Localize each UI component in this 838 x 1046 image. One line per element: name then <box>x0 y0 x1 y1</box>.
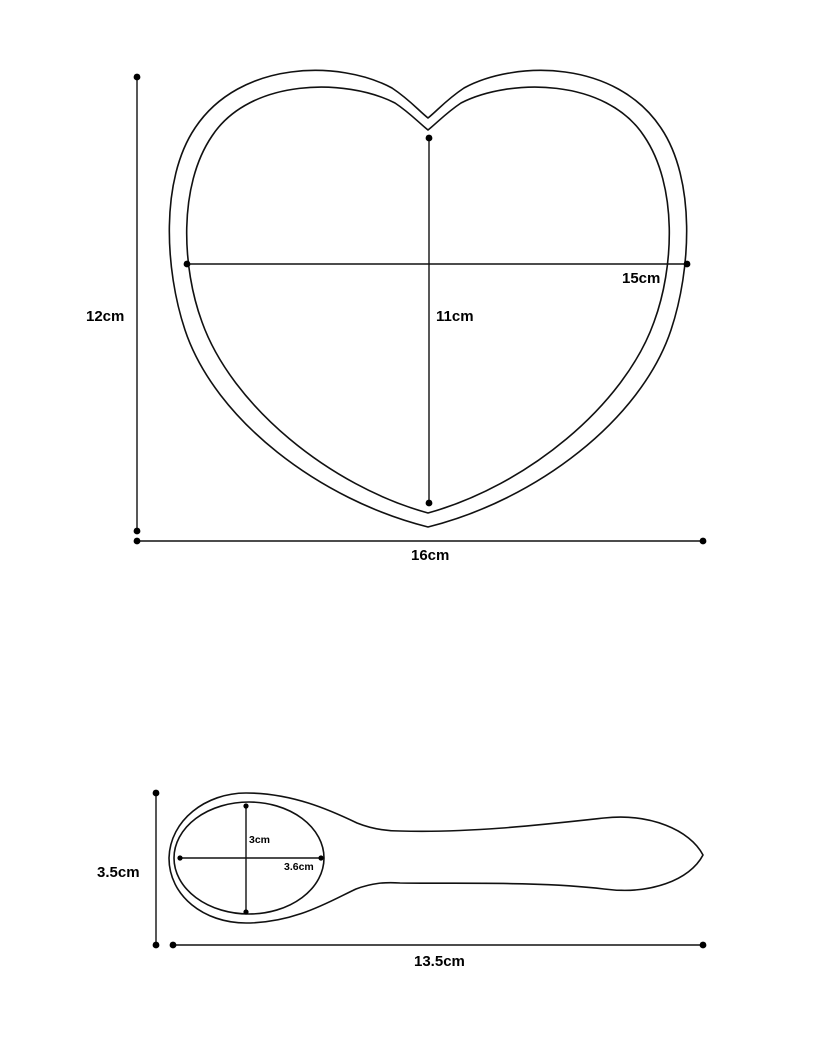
spoon-bowl-width-dimension <box>177 855 323 873</box>
spoon-height-dimension <box>97 790 159 949</box>
spoon-bowl-length-top-point <box>243 803 248 808</box>
spoon-bowl-length-bottom-point <box>243 909 248 914</box>
bowl-inner-width-left-point <box>184 261 191 268</box>
bowl-inner-depth-label: 11cm <box>436 308 474 325</box>
spoon-bowl-width-right-point <box>318 855 323 860</box>
spoon-bowl-length-label: 3cm <box>249 834 271 846</box>
spoon-length-left-point <box>170 942 177 949</box>
bowl-height-label: 12cm <box>86 308 125 325</box>
bowl-inner-depth-bottom-point <box>426 500 433 507</box>
bowl-width-dimension <box>134 538 707 564</box>
bowl-height-top-point <box>134 74 141 81</box>
spoon-length-right-point <box>700 942 707 949</box>
spoon-height-label: 3.5cm <box>97 864 140 881</box>
spoon-height-top-point <box>153 790 160 797</box>
bowl-inner-width-dimension <box>184 261 691 287</box>
bowl-inner-depth-dimension <box>426 135 474 507</box>
spoon-bowl-length-dimension <box>243 803 270 914</box>
bowl-width-left-point <box>134 538 141 545</box>
bowl-inner-width-right-point <box>684 261 691 268</box>
spoon-bowl-width-label: 3.6cm <box>284 861 314 873</box>
bowl-width-label: 16cm <box>411 547 450 564</box>
spoon-height-bottom-point <box>153 942 160 949</box>
bowl-inner-width-label: 15cm <box>622 270 661 287</box>
bowl-width-right-point <box>700 538 707 545</box>
heart-bowl-inner-rim <box>187 87 670 513</box>
spoon-length-dimension <box>170 942 707 970</box>
spoon-length-label: 13.5cm <box>414 953 465 970</box>
bowl-inner-depth-top-point <box>426 135 433 142</box>
spoon-bowl-width-left-point <box>177 855 182 860</box>
bowl-height-dimension <box>86 74 140 535</box>
bowl-height-bottom-point <box>134 528 141 535</box>
